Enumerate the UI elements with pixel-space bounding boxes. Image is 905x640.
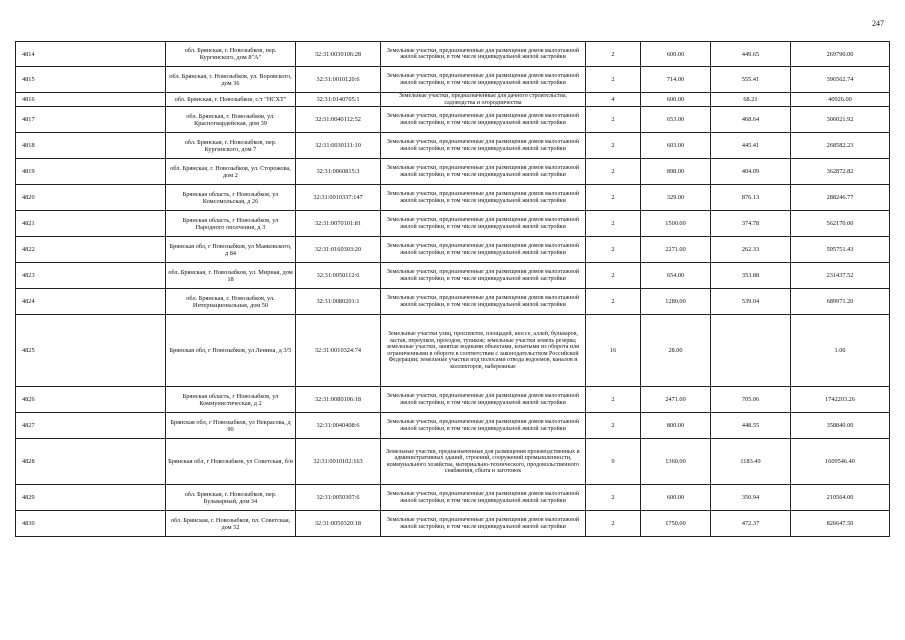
row-area: 800.00 — [641, 413, 711, 439]
row-cadastral-value: 210564.00 — [791, 485, 890, 511]
row-cadastral-value: 1609546.40 — [791, 439, 890, 485]
row-area: 28.00 — [641, 315, 711, 387]
row-cadastral-value: 40926.00 — [791, 93, 890, 107]
row-cadastral-value: 396562.74 — [791, 67, 890, 93]
cadastral-value-table — [15, 41, 890, 537]
row-area: 603.00 — [641, 133, 711, 159]
row-area: 898.00 — [641, 159, 711, 185]
row-address: обл. Брянская, г. Новозыбков, ул. Сторожова, дом 2 — [166, 159, 296, 185]
row-number: 4816 — [16, 93, 166, 107]
row-number: 4821 — [16, 211, 166, 237]
row-area: 2271.00 — [641, 237, 711, 263]
row-use-group-code: 2 — [586, 237, 641, 263]
row-address: обл. Брянская, г. Новозыбков, пер. Бульварный, дом 34 — [166, 485, 296, 511]
row-permitted-use: Земельные участки, предназначенные для размещения домов малоэтажной жилой застройки, в том числе индивидуальной жилой застройки — [381, 289, 586, 315]
row-area: 1280.00 — [641, 289, 711, 315]
row-cadastral-number: 32:31:0080106:18 — [296, 387, 381, 413]
row-address: обл. Брянская, г. Новозыбков, ул. Интернациональная, дом 50 — [166, 289, 296, 315]
row-permitted-use: Земельные участки, предназначенные для размещения домов малоэтажной жилой застройки, в том числе индивидуальной жилой застройки — [381, 413, 586, 439]
table-row — [16, 93, 890, 107]
row-permitted-use: Земельные участки, предназначенные для размещения домов малоэтажной жилой застройки, в том числе индивидуальной жилой застройки — [381, 42, 586, 67]
row-address: обл. Брянская, г. Новозыбков, пер. Кургинского, дом 7 — [166, 133, 296, 159]
row-address: Брянская обл, г Новозыбков, ул Маяковского, д 84 — [166, 237, 296, 263]
row-address: Брянская область, г Новозыбков, ул Комсомольская, д 26 — [166, 185, 296, 211]
row-cadastral-number: 32:31:0050112:6 — [296, 263, 381, 289]
table-row — [16, 133, 890, 159]
row-area: 1500.00 — [641, 211, 711, 237]
row-number: 4822 — [16, 237, 166, 263]
row-cadastral-number: 32:31:0070101:81 — [296, 211, 381, 237]
row-permitted-use: Земельные участки, предназначенные для размещения домов малоэтажной жилой застройки, в том числе индивидуальной жилой застройки — [381, 185, 586, 211]
row-permitted-use: Земельные участки, предназначенные для размещения домов малоэтажной жилой застройки, в том числе индивидуальной жилой застройки — [381, 263, 586, 289]
row-permitted-use: Земельные участки, предназначенные для размещения домов малоэтажной жилой застройки, в том числе индивидуальной жилой застройки — [381, 211, 586, 237]
row-permitted-use: Земельные участки, предназначенные для размещения домов малоэтажной жилой застройки, в том числе индивидуальной жилой застройки — [381, 107, 586, 133]
row-use-group-code: 16 — [586, 315, 641, 387]
row-cadastral-number: 32:31:0010337:147 — [296, 185, 381, 211]
row-specific-value: 68.21 — [711, 93, 791, 107]
row-use-group-code: 2 — [586, 413, 641, 439]
row-address: обл. Брянская, г. Новозыбков, ул. Красногвардейская, дом 39 — [166, 107, 296, 133]
row-number: 4824 — [16, 289, 166, 315]
row-area: 329.00 — [641, 185, 711, 211]
row-cadastral-value: 288246.77 — [791, 185, 890, 211]
row-number: 4815 — [16, 67, 166, 93]
row-address: обл. Брянская, г. Новозыбков, ул. Мирная, дом 18 — [166, 263, 296, 289]
table-row — [16, 315, 890, 387]
row-specific-value: 705.06 — [711, 387, 791, 413]
row-cadastral-value: 562170.00 — [791, 211, 890, 237]
table-row — [16, 263, 890, 289]
row-cadastral-value: 595751.43 — [791, 237, 890, 263]
row-permitted-use: Земельные участки, предназначенные для размещения производственных и административных зданий, строений, сооружений промышленности, коммунального хозяйства, материально-технического, продовольственного снабжения, сбыта и заготовок — [381, 439, 586, 485]
row-cadastral-number: 32:31:0030106:28 — [296, 42, 381, 67]
row-specific-value: 374.78 — [711, 211, 791, 237]
row-number: 4826 — [16, 387, 166, 413]
row-cadastral-value: 358840.00 — [791, 413, 890, 439]
row-address: обл. Брянская, г. Новозыбков, пер. Кургинского, дом 8"А" — [166, 42, 296, 67]
row-use-group-code: 2 — [586, 485, 641, 511]
row-area: 714.00 — [641, 67, 711, 93]
table-row — [16, 42, 890, 67]
table-row — [16, 107, 890, 133]
row-cadastral-number: 32:31:0140705:1 — [296, 93, 381, 107]
row-number: 4819 — [16, 159, 166, 185]
row-specific-value: 539.04 — [711, 289, 791, 315]
table-row — [16, 413, 890, 439]
row-cadastral-number: 32:31:0060815:3 — [296, 159, 381, 185]
row-address: обл. Брянская, г. Новозыбков, пл. Советская, дом 52 — [166, 511, 296, 537]
row-area: 1360.00 — [641, 439, 711, 485]
row-cadastral-number: 32:31:0040408:6 — [296, 413, 381, 439]
row-specific-value: 404.09 — [711, 159, 791, 185]
table-row — [16, 485, 890, 511]
page-number: 247 — [872, 19, 884, 28]
row-number: 4814 — [16, 42, 166, 67]
row-address: Брянская область, г Новозыбков, ул Коммунистическая, д 2 — [166, 387, 296, 413]
row-cadastral-number: 32:31:0030111:10 — [296, 133, 381, 159]
row-address: обл. Брянская, г. Новозыбков, с/т "НСХТ" — [166, 93, 296, 107]
row-cadastral-value: 306021.92 — [791, 107, 890, 133]
table-row — [16, 511, 890, 537]
row-number: 4829 — [16, 485, 166, 511]
row-permitted-use: Земельные участки, предназначенные для размещения домов малоэтажной жилой застройки, в том числе индивидуальной жилой застройки — [381, 133, 586, 159]
row-area: 654.00 — [641, 263, 711, 289]
row-permitted-use: Земельные участки, предназначенные для размещения домов малоэтажной жилой застройки, в том числе индивидуальной жилой застройки — [381, 511, 586, 537]
row-area: 1750.00 — [641, 511, 711, 537]
row-cadastral-value: 269790.00 — [791, 42, 890, 67]
row-use-group-code: 2 — [586, 511, 641, 537]
table-row — [16, 289, 890, 315]
row-number: 4825 — [16, 315, 166, 387]
row-specific-value: 1183.49 — [711, 439, 791, 485]
row-area: 600.00 — [641, 42, 711, 67]
row-address: обл. Брянская, г. Новозыбков, ул. Воровского, дом 36 — [166, 67, 296, 93]
row-use-group-code: 2 — [586, 263, 641, 289]
row-specific-value: 262.33 — [711, 237, 791, 263]
row-specific-value — [711, 315, 791, 387]
row-specific-value: 876.13 — [711, 185, 791, 211]
row-cadastral-number: 32:31:0040112:52 — [296, 107, 381, 133]
row-cadastral-value: 362872.82 — [791, 159, 890, 185]
row-specific-value: 555.41 — [711, 67, 791, 93]
row-specific-value: 350.94 — [711, 485, 791, 511]
row-address: Брянская обл, г Новозыбков, ул Советская, б/н — [166, 439, 296, 485]
row-use-group-code: 2 — [586, 67, 641, 93]
row-number: 4830 — [16, 511, 166, 537]
row-area: 653.00 — [641, 107, 711, 133]
row-cadastral-value: 1.00 — [791, 315, 890, 387]
table-row — [16, 67, 890, 93]
row-cadastral-value: 1742203.26 — [791, 387, 890, 413]
row-specific-value: 445.41 — [711, 133, 791, 159]
row-cadastral-value: 231437.52 — [791, 263, 890, 289]
row-use-group-code: 2 — [586, 107, 641, 133]
row-specific-value: 468.64 — [711, 107, 791, 133]
row-use-group-code: 2 — [586, 133, 641, 159]
row-use-group-code: 2 — [586, 289, 641, 315]
table-row — [16, 387, 890, 413]
table-row — [16, 159, 890, 185]
table-row — [16, 237, 890, 263]
table-body — [16, 42, 890, 537]
row-specific-value: 449.65 — [711, 42, 791, 67]
row-cadastral-number: 32:31:0050307:6 — [296, 485, 381, 511]
row-permitted-use: Земельные участки улиц, проспектов, площадей, шоссе, аллей, бульваров, застав, переулков, проездов, тупиков; земельные участки земель резерва; земельные участки, занятые водными объектами, изъятыми из оборота или ограниченными в обороте в соответствии с законодательством Российской Федерации; земельные участки под полосами отвода водоемов, каналов и коллекторов, набережные — [381, 315, 586, 387]
row-number: 4828 — [16, 439, 166, 485]
table-row — [16, 439, 890, 485]
row-number: 4827 — [16, 413, 166, 439]
row-permitted-use: Земельные участки, предназначенные для дачного строительства, садоводства и огородничества — [381, 93, 586, 107]
row-number: 4818 — [16, 133, 166, 159]
row-use-group-code: 4 — [586, 93, 641, 107]
row-cadastral-value: 689971.20 — [791, 289, 890, 315]
row-use-group-code: 2 — [586, 211, 641, 237]
row-cadastral-value: 268582.23 — [791, 133, 890, 159]
row-cadastral-number: 32:31:0160303:20 — [296, 237, 381, 263]
row-use-group-code: 2 — [586, 185, 641, 211]
table-row — [16, 211, 890, 237]
row-number: 4817 — [16, 107, 166, 133]
row-area: 600.00 — [641, 485, 711, 511]
row-number: 4820 — [16, 185, 166, 211]
table-row — [16, 185, 890, 211]
row-specific-value: 472.37 — [711, 511, 791, 537]
row-cadastral-number: 32:31:0050320:18 — [296, 511, 381, 537]
row-permitted-use: Земельные участки, предназначенные для размещения домов малоэтажной жилой застройки, в том числе индивидуальной жилой застройки — [381, 237, 586, 263]
row-permitted-use: Земельные участки, предназначенные для размещения домов малоэтажной жилой застройки, в том числе индивидуальной жилой застройки — [381, 159, 586, 185]
row-specific-value: 448.55 — [711, 413, 791, 439]
row-address: Брянская обл, г Новозыбков, ул Ленина, д 3/5 — [166, 315, 296, 387]
row-permitted-use: Земельные участки, предназначенные для размещения домов малоэтажной жилой застройки, в том числе индивидуальной жилой застройки — [381, 387, 586, 413]
row-specific-value: 353.88 — [711, 263, 791, 289]
row-use-group-code: 2 — [586, 42, 641, 67]
row-number: 4823 — [16, 263, 166, 289]
row-cadastral-value: 826647.50 — [791, 511, 890, 537]
row-use-group-code: 9 — [586, 439, 641, 485]
row-address: Брянская обл, г Новозыбков, ул Некрасова, д 90 — [166, 413, 296, 439]
row-permitted-use: Земельные участки, предназначенные для размещения домов малоэтажной жилой застройки, в том числе индивидуальной жилой застройки — [381, 67, 586, 93]
row-use-group-code: 2 — [586, 387, 641, 413]
row-cadastral-number: 32:31:0080201:1 — [296, 289, 381, 315]
row-area: 600.00 — [641, 93, 711, 107]
row-address: Брянская область, г Новозыбков, ул Народного ополчения, д 3 — [166, 211, 296, 237]
row-cadastral-number: 32:31:0010120:6 — [296, 67, 381, 93]
row-use-group-code: 2 — [586, 159, 641, 185]
row-cadastral-number: 32:31:0010324:74 — [296, 315, 381, 387]
row-permitted-use: Земельные участки, предназначенные для размещения домов малоэтажной жилой застройки, в том числе индивидуальной жилой застройки — [381, 485, 586, 511]
row-cadastral-number: 32:31:0010102:163 — [296, 439, 381, 485]
row-area: 2471.00 — [641, 387, 711, 413]
